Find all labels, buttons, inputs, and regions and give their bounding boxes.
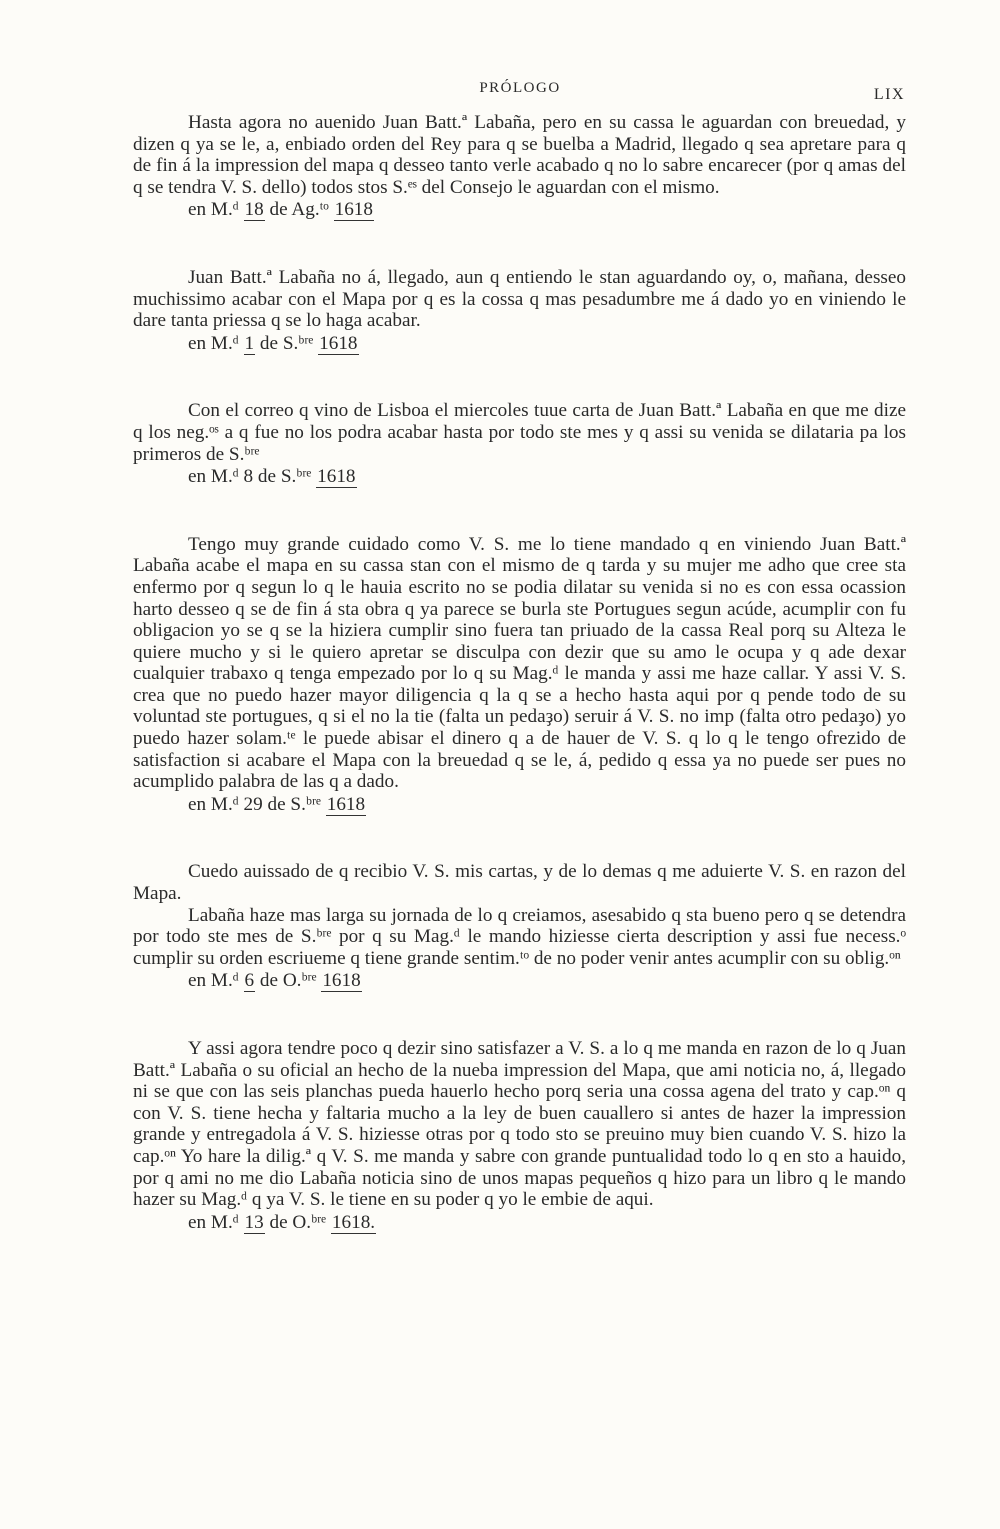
letters-body [133, 112, 906, 1279]
date-year: 1618 [317, 466, 356, 488]
letter-entry [133, 400, 906, 487]
date-year: 1618 [334, 199, 373, 221]
dateline [133, 333, 906, 355]
page-header [135, 80, 905, 110]
letter-entry [133, 1038, 906, 1233]
date-prefix: en M.ᵈ [188, 1211, 239, 1233]
date-year: 1618. [331, 1211, 376, 1233]
dateline [133, 1212, 906, 1234]
date-day: 8 [243, 466, 254, 488]
letter-paragraph: Con el correo q vino de Lisboa el miercoles tuue carta de Juan Batt.ª Labaña en que me dize q los neg.ᵒˢ a q fue no los podra acabar hasta por todo ste mes y q assi su venida se dilataria pa los primeros de S.ᵇʳᵉ [133, 400, 906, 465]
date-year: 1618 [319, 332, 358, 354]
date-month: de S.ᵇʳᵉ [257, 466, 312, 488]
date-day: 29 [243, 793, 263, 815]
date-prefix: en M.ᵈ [188, 793, 239, 815]
date-prefix: en M.ᵈ [188, 970, 239, 992]
date-month: de O.ᵇʳᵉ [269, 1211, 327, 1233]
letter-paragraph: Labaña haze mas larga su jornada de lo q creiamos, asesabido q sta bueno pero q se detendra por todo ste mes de S.ᵇʳᵉ por q su Mag.ᵈ le mando hiziesse cierta description y assi fue necess.ᵒ cumplir su orden escriueme q tiene grande sentim.ᵗᵒ de no poder venir antes acumplir con su oblig.ᵒⁿ [133, 904, 906, 969]
letter-paragraph: Juan Batt.ª Labaña no á, llegado, aun q entiendo le stan aguardando oy, o, mañana, desseo muchissimo acabar con el Mapa por q es la cossa q mas pesadumbre me á dado yo en viniendo le dare tanta priessa q se lo haga acabar. [133, 266, 906, 332]
date-day: 1 [244, 332, 255, 354]
dateline [133, 794, 906, 816]
date-prefix: en M.ᵈ [188, 199, 239, 221]
date-month: de Ag.ᵗᵒ [269, 199, 329, 221]
letter-entry [133, 267, 906, 354]
date-day: 18 [244, 199, 264, 221]
letter-paragraph: Cuedo auissado de q recibio V. S. mis cartas, y de lo demas q me aduierte V. S. en razon del Mapa. [133, 861, 906, 905]
page-number: LIX [873, 86, 905, 103]
date-day: 6 [244, 970, 255, 992]
running-title: PRÓLOGO [479, 80, 561, 96]
date-month: de S.ᵇʳᵉ [259, 332, 314, 354]
letter-entry [133, 861, 906, 992]
letter-paragraph: Y assi agora tendre poco q dezir sino satisfazer a V. S. a lo q me manda en razon de lo q Juan Batt.ª Labaña o su oficial an hecho de la nueba impression del Mapa, que ami noticia no, á, llegado ni se que con las seis planchas pueda hauerlo hecho porq seria una cossa agena del trato y cap.ᵒⁿ q con V. S. tiene hecha y faltaria mucho a la ley de buen cauallero si antes de hazer la impression grande y entregadola á V. S. hiziesse otras por q todo sto se preuino muy bien cuando V. S. hizo la cap.ᵒⁿ Yo hare la dilig.ª q V. S. me manda y sabre con grande puntualidad todo lo q en sto a hauido, por q ami no me dio Labaña noticia sino de unos mapas pequeños q hizo para un libro q le mando hazer su Mag.ᵈ q ya V. S. le tiene en su poder q yo le embie de aqui. [133, 1038, 906, 1211]
date-prefix: en M.ᵈ [188, 466, 239, 488]
letter-paragraph: Hasta agora no auenido Juan Batt.ª Labaña, pero en su cassa le aguardan con breuedad, y dizen q ya se le, a, enbiado orden del Rey para q se buelba a Madrid, llegado q sea apretare para q de fin á la impression del mapa q desseo tanto verle acabado q no lo sabre encarecer (por q amas del q se tendra V. S. dello) todos stos S.ᵉˢ del Consejo le aguardan con el mismo. [133, 112, 906, 198]
letter-entry [133, 112, 906, 221]
date-month: de O.ᵇʳᵉ [259, 970, 317, 992]
date-month: de S.ᵇʳᵉ [267, 793, 321, 815]
letter-entry [133, 534, 906, 816]
date-year: 1618 [322, 970, 361, 992]
dateline [133, 199, 906, 221]
date-prefix: en M.ᵈ [188, 332, 239, 354]
date-day: 13 [244, 1211, 264, 1233]
dateline [133, 970, 906, 992]
dateline [133, 466, 906, 488]
date-year: 1618 [326, 793, 366, 815]
letter-paragraph: Tengo muy grande cuidado como V. S. me lo tiene mandado q en viniendo Juan Batt.ª Labaña acabe el mapa en su cassa stan con el mismo de q tarda y su mujer me adho que cree sta enfermo por q segun lo q le hauia escrito no se podia dilatar su venida si no es con essa ocassion harto desseo q se de fin á sta obra q ya parece se burla ste Portugues segun acúde, acumplir con fu obligacion yo se q se la hiziera cumplir sino fuera tan priuado de la cassa Real porq su Alteza le quiere mucho y si le quiero apretar se disculpa con dezir que su amo le ocupa y q ade dexar cualquier trabaxo q tenga empezado por lo q su Mag.ᵈ le manda y assi me haze callar. Y assi V. S. crea que no puedo hazer mayor diligencia q la q se a hecho hasta aqui por q pende todo de su voluntad ste portugues, q si el no la tie (falta un pedaҙo) seruir á V. S. no imp (falta otro pedaҙo) yo puedo hazer solam.ᵗᵉ le puede abisar el dinero q a de hauer de V. S. q lo q le tengo ofrezido de satisfaction si acabare el Mapa con la breuedad q se le, á, pedido q essa ya no puede ser pues no acumplido palabra de las q a dado. [133, 533, 906, 793]
